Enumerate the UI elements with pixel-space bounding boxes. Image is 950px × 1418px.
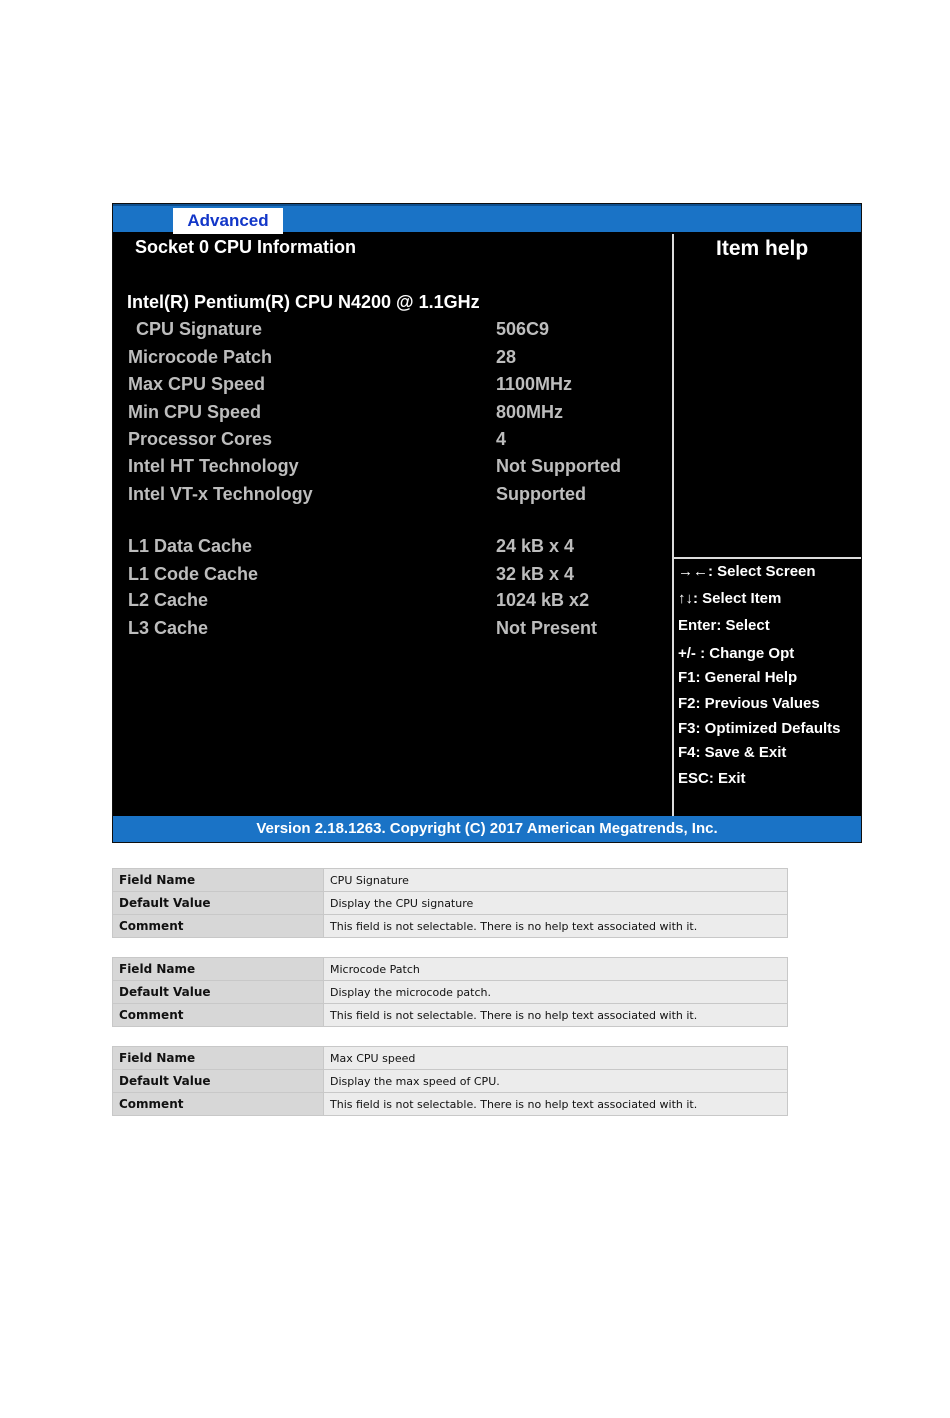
row-value-l3-cache: Not Present [496, 618, 598, 638]
row-value-l2-cache: 1024 kB x2 [496, 590, 590, 610]
table-row [113, 981, 788, 1004]
field-name-label: Field Name [113, 1047, 324, 1070]
table-row [113, 958, 788, 981]
key-help-general-help: F1: General Help [678, 669, 798, 686]
key-help-select-screen: →←: Select Screen [678, 563, 816, 580]
comment-value: This field is not selectable. There is no help text associated with it. [324, 915, 788, 938]
default-value-label: Default Value [113, 892, 324, 915]
key-help-enter-select: Enter: Select [678, 617, 770, 634]
table-row [113, 892, 788, 915]
row-value-l1-code-cache: 32 kB x 4 [496, 564, 575, 584]
default-value-label: Default Value [113, 1070, 324, 1093]
row-label-cpu-signature: CPU Signature [136, 319, 263, 339]
comment-value: This field is not selectable. There is no help text associated with it. [324, 1093, 788, 1116]
row-value-l1-data-cache: 24 kB x 4 [496, 536, 575, 556]
row-label-l2-cache: L2 Cache [128, 590, 209, 610]
field-name-value: Microcode Patch [324, 958, 788, 981]
row-label-l1-data-cache: L1 Data Cache [128, 536, 253, 556]
key-help-save-exit: F4: Save & Exit [678, 744, 787, 761]
comment-label: Comment [113, 1004, 324, 1027]
field-table-microcode-patch [112, 957, 788, 1027]
row-value-min-cpu-speed: 800MHz [496, 402, 564, 422]
cpu-name: Intel(R) Pentium(R) CPU N4200 @ 1.1GHz [127, 292, 480, 312]
field-name-value: Max CPU speed [324, 1047, 788, 1070]
row-label-min-cpu-speed: Min CPU Speed [128, 402, 262, 422]
table-row [113, 915, 788, 938]
panel-divider [672, 234, 674, 816]
bios-screenshot [112, 203, 862, 843]
row-label-l3-cache: L3 Cache [128, 618, 209, 638]
key-help-optimized-defaults: F3: Optimized Defaults [678, 720, 841, 737]
table-row [113, 869, 788, 892]
row-label-max-cpu-speed: Max CPU Speed [128, 374, 266, 394]
default-value-value: Display the max speed of CPU. [324, 1070, 788, 1093]
default-value-value: Display the microcode patch. [324, 981, 788, 1004]
field-name-value: CPU Signature [324, 869, 788, 892]
table-row [113, 1093, 788, 1116]
help-divider [674, 557, 861, 559]
row-label-intel-ht-technology: Intel HT Technology [128, 456, 299, 476]
row-value-intel-ht-technology: Not Supported [496, 456, 621, 476]
comment-value: This field is not selectable. There is no help text associated with it. [324, 1004, 788, 1027]
row-label-microcode-patch: Microcode Patch [128, 347, 273, 367]
key-help-previous-values: F2: Previous Values [678, 695, 820, 712]
version-footer: Version 2.18.1263. Copyright (C) 2017 American Megatrends, Inc. [113, 816, 861, 842]
table-row [113, 1070, 788, 1093]
default-value-label: Default Value [113, 981, 324, 1004]
section-title: Socket 0 CPU Information [135, 237, 357, 257]
tab-advanced[interactable]: Advanced [173, 208, 283, 234]
field-name-label: Field Name [113, 958, 324, 981]
row-value-microcode-patch: 28 [496, 347, 517, 367]
row-value-processor-cores: 4 [496, 429, 507, 449]
field-table-max-cpu-speed [112, 1046, 788, 1116]
field-table-cpu-signature [112, 868, 788, 938]
comment-label: Comment [113, 915, 324, 938]
row-label-l1-code-cache: L1 Code Cache [128, 564, 259, 584]
table-row [113, 1004, 788, 1027]
key-help-select-item: ↑↓: Select Item [678, 590, 782, 607]
row-value-intel-vtx-technology: Supported [496, 484, 586, 504]
key-help-esc-exit: ESC: Exit [678, 770, 746, 787]
field-name-label: Field Name [113, 869, 324, 892]
row-label-intel-vtx-technology: Intel VT-x Technology [128, 484, 313, 504]
table-row [113, 1047, 788, 1070]
item-help-title: Item help [716, 237, 809, 260]
default-value-value: Display the CPU signature [324, 892, 788, 915]
row-value-cpu-signature: 506C9 [496, 319, 550, 339]
tab-bar [113, 204, 861, 232]
row-value-max-cpu-speed: 1100MHz [496, 374, 573, 394]
row-label-processor-cores: Processor Cores [128, 429, 273, 449]
key-help-change-opt: +/- : Change Opt [678, 645, 795, 662]
comment-label: Comment [113, 1093, 324, 1116]
